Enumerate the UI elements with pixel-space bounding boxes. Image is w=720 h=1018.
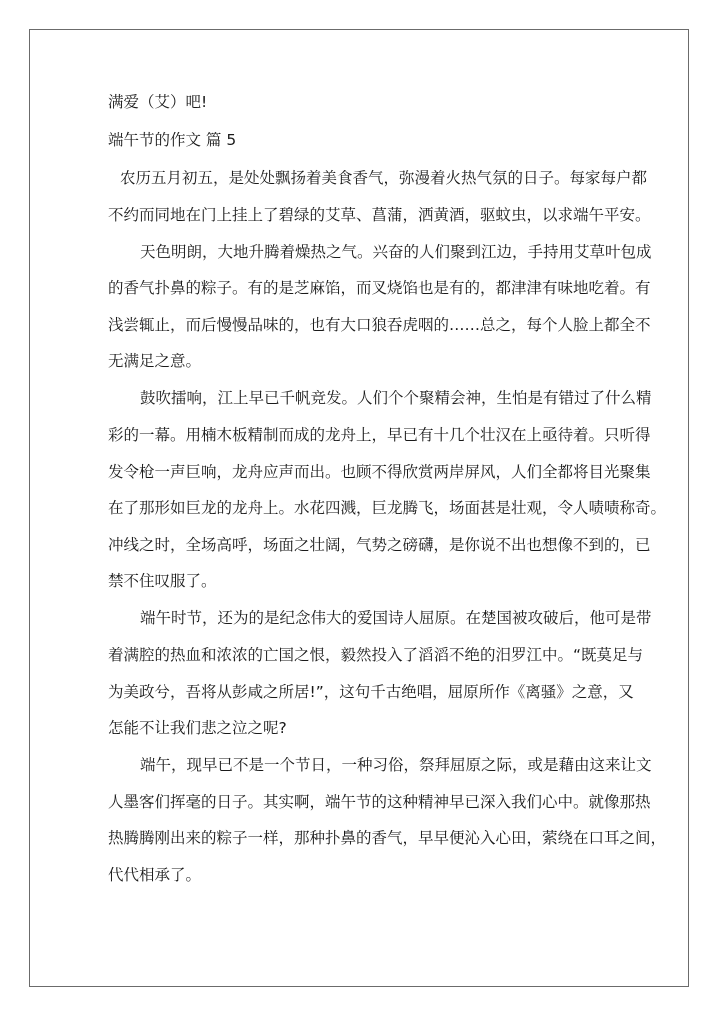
paragraph-line: 不约而同地在门上挂上了碧绿的艾草、菖蒲，洒黄酒，驱蚊虫，以求端午平安。 [108,205,651,224]
paragraph-line: 着满腔的热血和浓浓的亡国之恨，毅然投入了滔滔不绝的汨罗江中。“既莫足与 [108,645,644,664]
section-heading: 端午节的作文 篇 5 [108,131,237,149]
paragraph-line: 彩的一幕。用楠木板精制而成的龙舟上，早已有十几个壮汉在上亟待着。只听得 [108,425,651,444]
paragraph-line: 无满足之意。 [108,352,202,371]
paragraph-line: 怎能不让我们悲之泣之呢? [108,719,287,738]
text-line-continuation: 满爱（艾）吧! [108,93,208,111]
paragraph-line: 鼓吹擂响，江上早已千帆竞发。人们个个聚精会神，生怕是有错过了什么精 [140,389,652,408]
paragraph-2 [108,241,652,374]
paragraph-line: 浅尝辄止，而后慢慢品味的，也有大口狼吞虎咽的……总之，每个人脸上都全不 [108,315,651,334]
paragraph-line: 天色明朗，大地升腾着燥热之气。兴奋的人们聚到江边，手持用艾草叶包成 [140,242,652,261]
paragraph-line: 为美政兮，吾将从彭咸之所居!”，这句千古绝唱，屈原所作《离骚》之意，又 [108,682,634,701]
paragraph-line: 禁不住叹服了。 [108,572,217,591]
paragraph-line: 端午时节，还为的是纪念伟大的爱国诗人屈原。在楚国被攻破后，他可是带 [140,609,652,628]
paragraph-line: 端午，现早已不是一个节日，一种习俗，祭拜屈原之际，或是藉由这来让文 [140,756,652,775]
paragraph-line: 冲线之时，全场高呼，场面之壮阔，气势之磅礴，是你说不出也想像不到的，已 [108,535,651,554]
paragraph-line: 农历五月初五，是处处飘扬着美食香气，弥漫着火热气氛的日子。每家每户都 [120,169,648,187]
paragraph-1 [108,167,651,227]
paragraph-line: 人墨客们挥毫的日子。其实啊，端午节的这种精神早已深入我们心中。就像那热 [108,792,651,811]
paragraph-5 [108,754,667,887]
document-body [108,91,667,901]
paragraph-3 [108,387,667,593]
paragraph-line: 发令枪一声巨响，龙舟应声而出。也顾不得欣赏两岸屏风，人们全都将目光聚集 [108,462,651,481]
paragraph-4 [108,607,652,740]
paragraph-line: 在了那形如巨龙的龙舟上。水花四溅，巨龙腾飞，场面甚是壮观，令人啧啧称奇。 [108,499,667,518]
paragraph-line: 的香气扑鼻的粽子。有的是芝麻馅，而叉烧馅也是有的，都津津有味地吃着。有 [108,279,651,298]
paragraph-line: 热腾腾刚出来的粽子一样，那种扑鼻的香气，早早便沁入心田，萦绕在口耳之间， [108,829,667,848]
paragraph-line: 代代相承了。 [108,865,202,884]
